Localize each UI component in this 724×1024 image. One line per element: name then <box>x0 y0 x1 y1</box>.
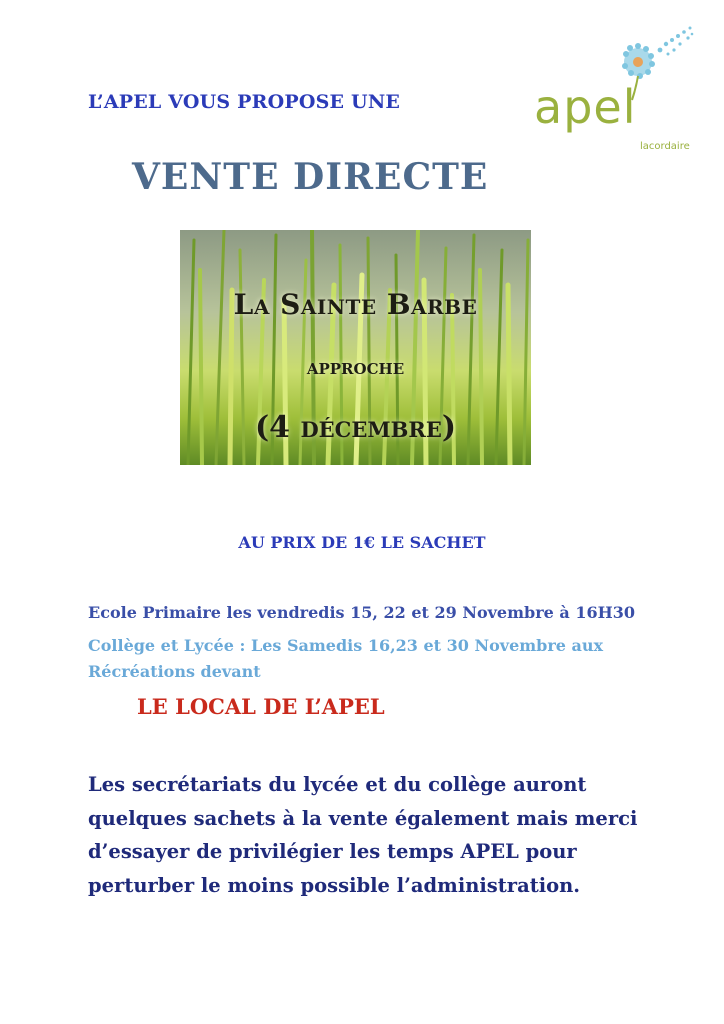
banner-line-3: (4 décembre) <box>254 410 457 445</box>
sainte-barbe-banner <box>180 230 531 465</box>
apel-logo <box>530 22 700 162</box>
notice-line-3: d’essayer de privilégier les temps APEL pour <box>88 840 577 863</box>
banner-line-2: approche <box>306 354 405 380</box>
page-title: VENTE DIRECTE <box>132 156 489 198</box>
intro-heading: L’APEL VOUS PROPOSE UNE <box>88 91 401 113</box>
notice-line-1: Les secrétariats du lycée et du collège auront <box>88 773 587 796</box>
banner-line-1: La Sainte Barbe <box>233 288 478 321</box>
notice-line-2: quelques sachets à la vente également mais merci <box>88 806 638 830</box>
logo-subtitle: lacordaire <box>640 141 690 152</box>
notice-paragraph <box>88 768 648 902</box>
schedule-college-line-1: Collège et Lycée : Les Samedis 16,23 et 30 Novembre aux <box>88 636 604 655</box>
notice-line-4: perturber le moins possible l’administration. <box>88 873 581 897</box>
logo-wordmark: apel <box>534 80 637 134</box>
schedule-college-line-2: Récréations devant <box>88 662 261 681</box>
location-text: LE LOCAL DE L’APEL <box>137 694 385 719</box>
price-text: AU PRIX DE 1€ LE SACHET <box>238 533 486 552</box>
schedule-primaire: Ecole Primaire les vendredis 15, 22 et 29 Novembre à 16H30 <box>88 603 635 622</box>
